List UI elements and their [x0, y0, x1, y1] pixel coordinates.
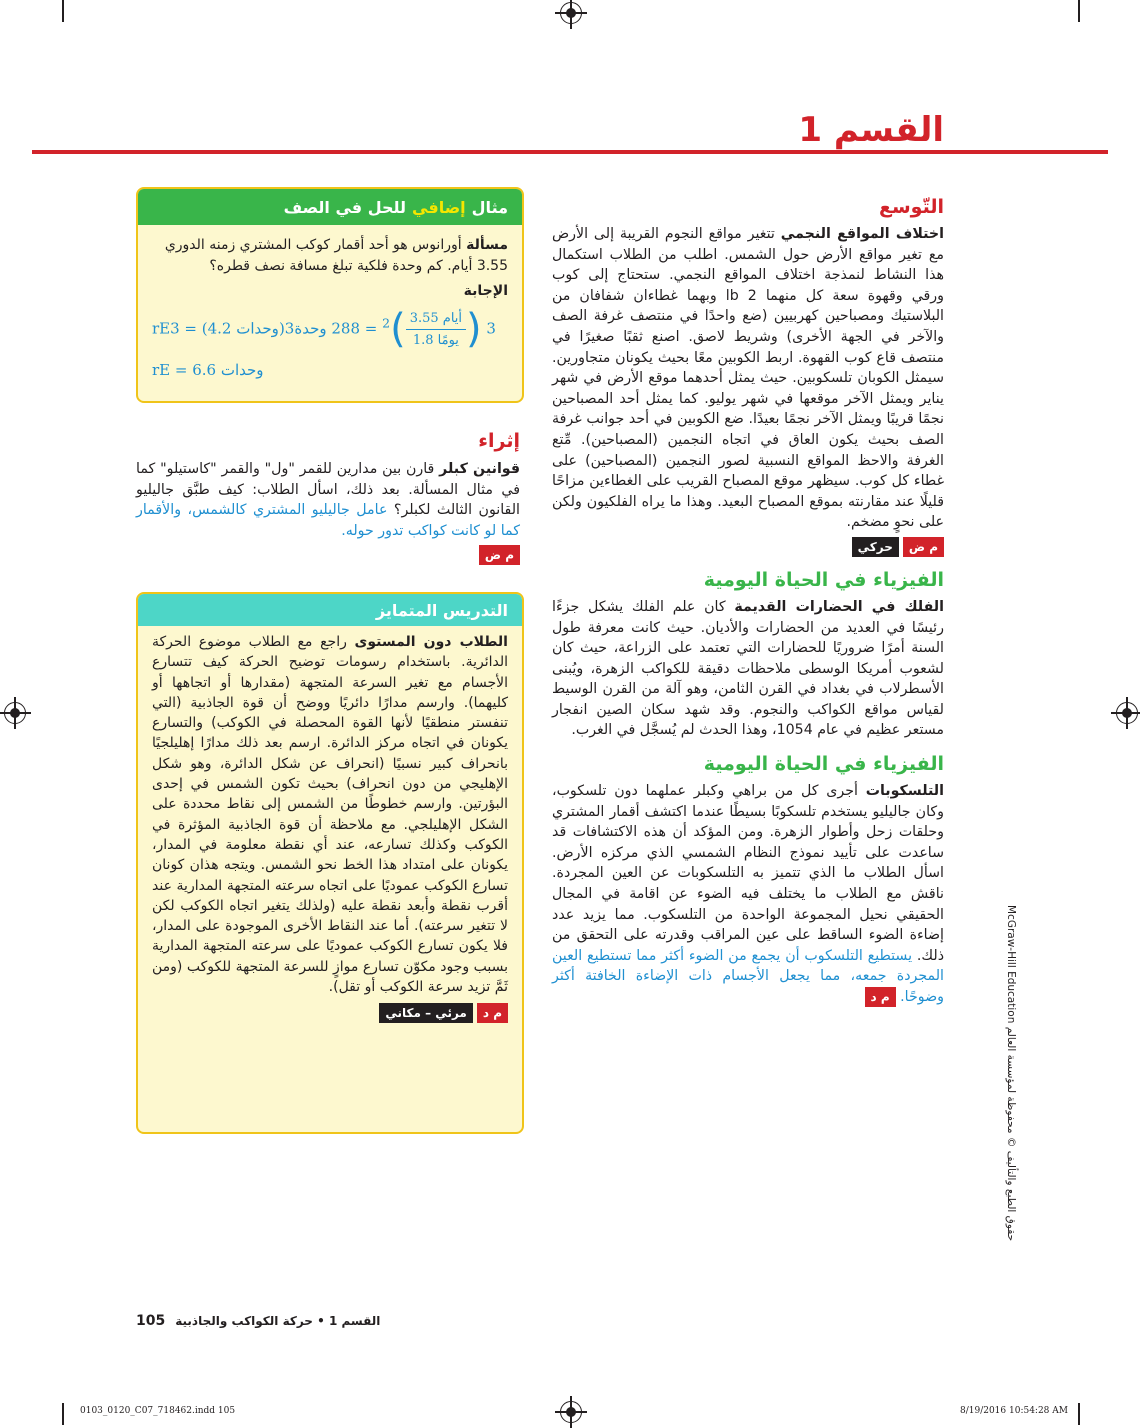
tag-badge: م د [477, 1003, 508, 1023]
crop-mark [62, 0, 64, 22]
example-head-prefix: مثال [471, 197, 508, 217]
physics-section-1-lead: الفلك في الحضارات القديمة [734, 598, 944, 615]
crop-mark [1078, 1403, 1080, 1425]
enrichment-paragraph [136, 459, 520, 541]
example-box [136, 187, 524, 403]
enrichment-text: قارن بين مدارين للقمر "ول" والقمر "كاستيلو" كما في مثال المسألة. بعد ذلك، اسأل الطلاب: كيف طبَّق جاليليو القانون الثالث لكبلر؟ [136, 461, 520, 519]
expansion-text: تتغير مواقع النجوم القريبة إلى الأرض مع تغير مواقع الأرض حول الشمس. اطلب من الطلاب استكمال هذا النشاط لنمذجة اختلاف المواقع النجمي. ستحتاج إلى كوب ورقي وقهوة سعة كل منهما 2 lb وبهما غطاءان شفافان من البلاستيك ومصباحين كهربيين (ضع واحدًا في منتصف غرفة الصف والآخر في الجهة الأخرى) وشريط لاصق. اصنع ثقبًا صغيرًا في منتصف قاع كوب القهوة. اربط الكوبين معًا بحيث يكونان متجاورين. سيمثل الكوبان تلسكوبين. حيث يمثل أحدهما موقع الأرض في شهر يناير ويمثل الآخر موقعها في شهر يوليو. كما يمثل أحد المصباحين نجمًا قريبًا ويمثل الآخر نجمًا بعيدًا. ضع الكوبين في أحد جوانب غرفة الصف بحيث يكون العاق في اتجاه النجمين (المصباحين). مِّتع الغرفة والاحظ المواقع النسبية لصور النجمين (المصباحين) على غطاء كل كوب. سيظهر موقع المصباح القريب على الغطاءين مزاحًا قليلًا عند مقارنته بموقع المصباح البعيد. وهذا ما يراه الفلكيون ولكن على نحوٍ مضخم. [552, 226, 944, 531]
equation-exponent: 2 [382, 315, 391, 331]
differentiated-body [138, 626, 522, 1023]
header-rule [32, 150, 1108, 154]
slug-timestamp: 8/19/2016 10:54:28 AM [959, 1406, 1068, 1416]
example-question [152, 235, 508, 277]
tag-badge: م ض [479, 545, 520, 565]
example-head-suffix: للحل في الصف [283, 197, 407, 217]
differentiated-paragraph [152, 632, 508, 997]
physics-section-2-paragraph [552, 781, 944, 1008]
example-box-body [138, 225, 522, 381]
copyright-sidebar: حقوق الطبع والتأليف © محفوظة لمؤسسة العالم McGraw-Hill Education [1005, 905, 1017, 1242]
physics-section-1-paragraph [552, 597, 944, 741]
expansion-paragraph [552, 224, 944, 533]
fraction-numerator: 3.55 أيام [406, 308, 466, 330]
physics-section-2-answer: يستطيع التلسكوب أن يجمع من الضوء أكثر مما تستطيع العين المجردة جمعه، مما يجعل الأجسام ذات الإضاءة الخافتة أكثر وضوحًا. [552, 947, 944, 1005]
lesson-title: القسم 1 [798, 110, 944, 150]
equation-2: rE = 6.6 وحدات [152, 361, 264, 379]
enrichment-lead: قوانين كبلر [439, 461, 520, 477]
enrichment-title: إثراء [478, 430, 520, 452]
equation-1-lhs: rE3 = (4.2 وحدات)3 [152, 319, 496, 338]
tag-badge: م ض [903, 537, 944, 557]
expansion-section [552, 196, 944, 1008]
enrichment-section [136, 459, 520, 565]
tag-badge: مرئي – مكاني [379, 1003, 472, 1023]
page-footer [136, 1313, 380, 1329]
slug-filename: 0103_0120_C07_718462.indd 105 [80, 1406, 236, 1416]
physics-section-1-text: كان علم الفلك يشكل جزءًا رئيسًا في العديد من الحضارات والأديان. حيث كانت معرفة طول السنة أمرًا ضروريًا للحضارات التي تعتمد على الزراعة، حيث كان لشعوب أمريكا الوسطى ملاحظات دقيقة للكواكب الزهرة، ويُبنى الأسطرلاب في بغداد في القرن الثامن، وهو آلة من القرن الوسيط لقياس مواقع الكواكب والنجوم. وقد شهد سكان الصين انفجار مستعر عظيم في عام 1054، وهذا الحدث لم يُسجَّل في الغرب. [552, 598, 944, 739]
equation-1-rhs: = 288 وحدة3 [284, 319, 378, 338]
crop-mark [1078, 0, 1080, 22]
registration-mark-icon [4, 702, 26, 724]
enrichment-answer: عامل جاليليو المشتري كالشمس، والأقمار كما لو كانت كواكب تدور حوله. [136, 502, 520, 539]
expansion-lead: اختلاف المواقع النجمي [780, 226, 945, 242]
example-box-header [138, 189, 522, 225]
tag-badge: حركي [852, 537, 899, 557]
physics-section-2-lead: التلسكوبات [865, 783, 944, 800]
differentiated-lead: الطلاب دون المستوى [354, 634, 508, 650]
page-number: 105 [136, 1313, 166, 1329]
physics-section-2-title: الفيزياء في الحياة اليومية [703, 753, 944, 776]
answer-label: الإجابة [463, 283, 508, 299]
differentiated-box [136, 592, 524, 1134]
equation-1: rE3 = (4.2 وحدات)3 ( $\frac{\text{3.55 أيام}}{\text{1.8 يومًا}}$ )$^2$ = 288 وحدة3 [152, 306, 496, 352]
crop-mark [62, 1403, 64, 1425]
registration-mark-icon [560, 2, 582, 24]
question-label: مسألة [466, 237, 508, 253]
fraction-denominator: 1.8 يومًا [412, 333, 459, 348]
question-text: أورانوس هو أحد أقمار كوكب المشتري زمنه الدوري 3.55 أيام. كم وحدة فلكية تبلغ مسافة نصف قطره؟ [164, 237, 508, 274]
example-head-highlight: إضافي [412, 197, 466, 217]
differentiated-header: التدريس المتمايز [138, 594, 522, 626]
expansion-title: التّوسع [879, 196, 944, 218]
registration-mark-icon [560, 1401, 582, 1423]
tag-badge: م د [865, 987, 896, 1007]
chapter-label: القسم 1 • حركة الكواكب والجاذبية [175, 1314, 381, 1328]
physics-section-2-text: أجرى كل من براهي وكبلر عملهما دون تلسكوب، وكان جاليليو يستخدم تلسكوبًا بسيطًا عندما اكتشف أقمار المشتري وحلقات زحل وأطوار الزهرة. ومن المؤكد أن هذه الاكتشافات قد ساعدت على تأييد نموذج النظام الشمسي الذي مركزه الأرض. اسأل الطلاب ما الذي تتميز به التلسكوبات عن العين المجردة. ناقش مع الطلاب ما يختلف فيه الضوء عن اقامة في المجال الحقيقي نحيل المجموعة الواحدة من التلسكوب. مما يزيد عدد إضاءة الضوء الساقط على عين المراقب وقدرته على التحقق من ذلك. [552, 783, 945, 964]
expansion-tags [552, 537, 944, 557]
equation-fraction [406, 308, 466, 351]
differentiated-text: راجع مع الطلاب موضوع الحركة الدائرية. باستخدام رسومات توضيح الحركة كيف تتسارع الأجسام مع تغير السرعة المتجهة (مقدارها أو اتجاهها أو كليهما). وارسم مدارًا دائريًا ووضح أن قوة الجاذبية (التي تنفستر منطقيًا لأنها القوة المحصلة في الكوكب) والتسارع يكونان في اتجاه مركز الدائرة. ارسم بعد ذلك مدارًا إهليلجيًا بانحراف كبير نسبيًا (انحراف عن شكل الدائرة، وهو شكل الإهليجي من دون انحراف) بحيث تكون الشمس في إحدى البؤرتين. وارسم خطوطًا من الشمس إلى نقاط محددة على الشكل الإهليلجي. مع ملاحظة أن قوة الجاذبية المؤثرة في الكوكب وكذلك تسارعه، عند أي نقطة معلومة في المدار، يكونان على امتداد هذا الخط نحو الشمس. ويتجه هذان كونان تسارع الكوكب عموديًا على اتجاه سرعته المتجهة المدارية عند أقرب نقطة وأبعد نقطة عليه (ولذلك يتغير اتجاه الكوكب لكن لا تتغير سرعته). أما عند النقاط الأخرى الموجودة على المدار، فلا يكون تسارع الكوكب عموديًا على سرعته المتجهة المدارية بسبب وجود مكوّن تسارع موازٍ للسرعة المتجهة للكوكب (ومن ثَمَّ تزيد سرعة الكوكب أو تقل). [152, 634, 508, 996]
physics-section-1-title: الفيزياء في الحياة اليومية [703, 568, 944, 591]
registration-mark-icon [1116, 702, 1138, 724]
